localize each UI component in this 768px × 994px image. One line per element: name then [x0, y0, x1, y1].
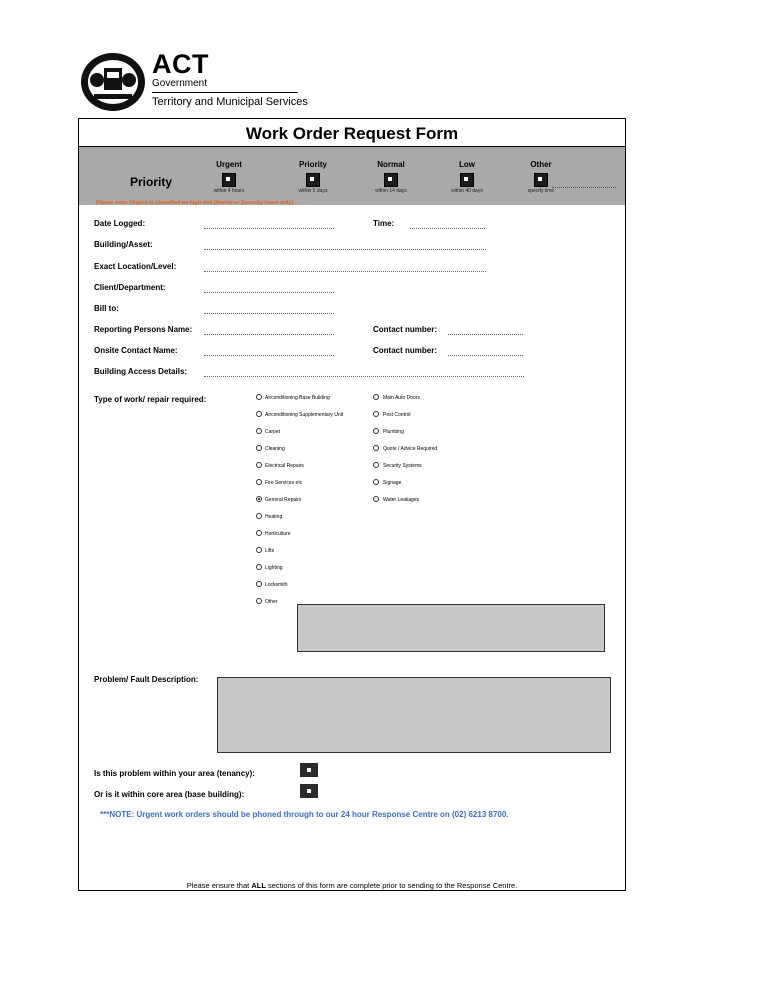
contact-number-field[interactable] [448, 334, 523, 335]
work-type-label: Signage [383, 480, 402, 486]
priority-low-label: Low [459, 160, 475, 169]
work-type-label: Fire Services etc [265, 480, 303, 486]
core-area-question: Or is it within core area (base building): [94, 790, 245, 799]
work-type-radio[interactable] [256, 462, 262, 468]
work-type-label: Pest Control [383, 412, 411, 418]
work-type-radio[interactable] [256, 394, 262, 400]
problem-description-label: Problem/ Fault Description: [94, 675, 199, 684]
reporting-person-label: Reporting Persons Name: [94, 325, 193, 334]
priority-label: Priority [130, 175, 173, 189]
contact-number-label: Contact number: [373, 325, 437, 334]
priority-urgent-label: Urgent [216, 160, 242, 169]
onsite-contact-number-field[interactable] [448, 355, 523, 356]
work-type-label: General Repairs [265, 497, 302, 503]
work-type-radio[interactable] [256, 547, 262, 553]
work-type-label: Airconditioning Base Building [265, 395, 330, 401]
work-type-radio[interactable] [256, 411, 262, 417]
exact-location-field[interactable] [204, 271, 486, 272]
onsite-contact-number-label: Contact number: [373, 346, 437, 355]
work-type-radio[interactable] [256, 479, 262, 485]
footer-instruction [78, 881, 626, 890]
work-type-label: Plumbing [383, 429, 404, 435]
building-access-field[interactable] [204, 376, 524, 377]
work-type-radio[interactable] [256, 513, 262, 519]
brand-government: Government [152, 78, 208, 89]
work-type-label: Security Systems [383, 463, 422, 469]
work-type-label: Carpet [265, 429, 281, 435]
priority-other-label: Other [530, 160, 552, 169]
building-asset-field[interactable] [204, 249, 486, 250]
bill-to-field[interactable] [204, 313, 334, 314]
work-type-label: Cleaning [265, 446, 285, 452]
time-label: Time: [373, 219, 395, 228]
work-type-label: Other [265, 599, 278, 605]
priority-other-time-field[interactable] [552, 187, 616, 188]
priority-low-checkbox[interactable] [460, 173, 474, 187]
work-type-radio[interactable] [256, 564, 262, 570]
work-type-label: Horticulture [265, 531, 291, 537]
type-of-work-label: Type of work/ repair required: [94, 395, 207, 404]
priority-priority-sub: within 5 days [298, 188, 328, 194]
priority-priority-label: Priority [298, 160, 327, 169]
work-type-radio[interactable] [256, 598, 262, 604]
work-type-label: Electrical Repairs [265, 463, 304, 469]
work-type-radio[interactable] [373, 394, 379, 400]
priority-normal-checkbox[interactable] [384, 173, 398, 187]
work-type-radio[interactable] [256, 428, 262, 434]
work-type-label: Quote / Advice Required [383, 446, 438, 452]
problem-description-textbox[interactable] [217, 677, 611, 753]
priority-other-checkbox[interactable] [534, 173, 548, 187]
priority-urgent-checkbox[interactable] [222, 173, 236, 187]
reporting-person-field[interactable] [204, 334, 334, 335]
work-type-radio[interactable] [256, 530, 262, 536]
building-asset-label: Building/Asset: [94, 240, 153, 249]
act-crest-logo [80, 52, 146, 112]
building-access-label: Building Access Details: [94, 367, 188, 376]
date-logged-label: Date Logged: [94, 219, 146, 228]
time-field[interactable] [410, 228, 485, 229]
work-type-radio[interactable] [373, 479, 379, 485]
work-type-label: Lifts [265, 548, 275, 554]
brand-act: ACT [152, 49, 209, 79]
work-type-radio[interactable] [373, 428, 379, 434]
brand-department: Territory and Municipal Services [152, 96, 308, 108]
tenancy-question: Is this problem within your area (tenancy): [94, 769, 255, 778]
footer-text-end: sections of this form are complete prior to sending to the Response Centre. [265, 881, 518, 890]
work-type-radio[interactable] [373, 462, 379, 468]
work-type-label: Main Auto Doors [383, 395, 420, 401]
client-department-field[interactable] [204, 292, 334, 293]
footer-text-bold: ALL [251, 881, 266, 890]
work-type-radio[interactable] [256, 445, 262, 451]
work-type-label: Airconditioning Supplementary Unit [265, 412, 344, 418]
work-type-radio-selected[interactable] [256, 496, 262, 502]
date-logged-field[interactable] [204, 228, 334, 229]
work-type-radio[interactable] [373, 496, 379, 502]
work-type-label: Lighting [265, 565, 283, 571]
priority-urgent-sub: within 4 hours [213, 188, 245, 194]
work-type-radio[interactable] [373, 411, 379, 417]
exact-location-label: Exact Location/Level: [94, 262, 177, 271]
work-type-label: Water Leakages [383, 497, 420, 503]
tenancy-checkbox[interactable] [300, 763, 318, 777]
priority-normal-sub: within 14 days [375, 188, 407, 194]
core-area-checkbox[interactable] [300, 784, 318, 798]
priority-note: Please note: Urgent is classified as high risk (Rental or Security Issue only) [96, 200, 294, 206]
priority-low-sub: within 40 days [451, 188, 483, 194]
urgent-note: ***NOTE: Urgent work orders should be phoned through to our 24 hour Response Centre on (02) 6213 8700. [100, 810, 509, 819]
onsite-contact-label: Onsite Contact Name: [94, 346, 178, 355]
priority-normal-label: Normal [377, 160, 405, 169]
form-title: Work Order Request Form [245, 124, 459, 143]
work-type-radio[interactable] [256, 581, 262, 587]
other-specify-textbox[interactable] [297, 604, 605, 652]
footer-text-start: Please ensure that [186, 881, 252, 890]
bill-to-label: Bill to: [94, 304, 119, 313]
priority-priority-checkbox[interactable] [306, 173, 320, 187]
brand-divider [152, 92, 298, 93]
priority-other-sub: specify time [527, 188, 555, 194]
client-department-label: Client/Department: [94, 283, 166, 292]
work-type-label: Locksmith [265, 582, 288, 588]
onsite-contact-field[interactable] [204, 355, 334, 356]
work-type-radio[interactable] [373, 445, 379, 451]
work-type-label: Heating [265, 514, 283, 520]
